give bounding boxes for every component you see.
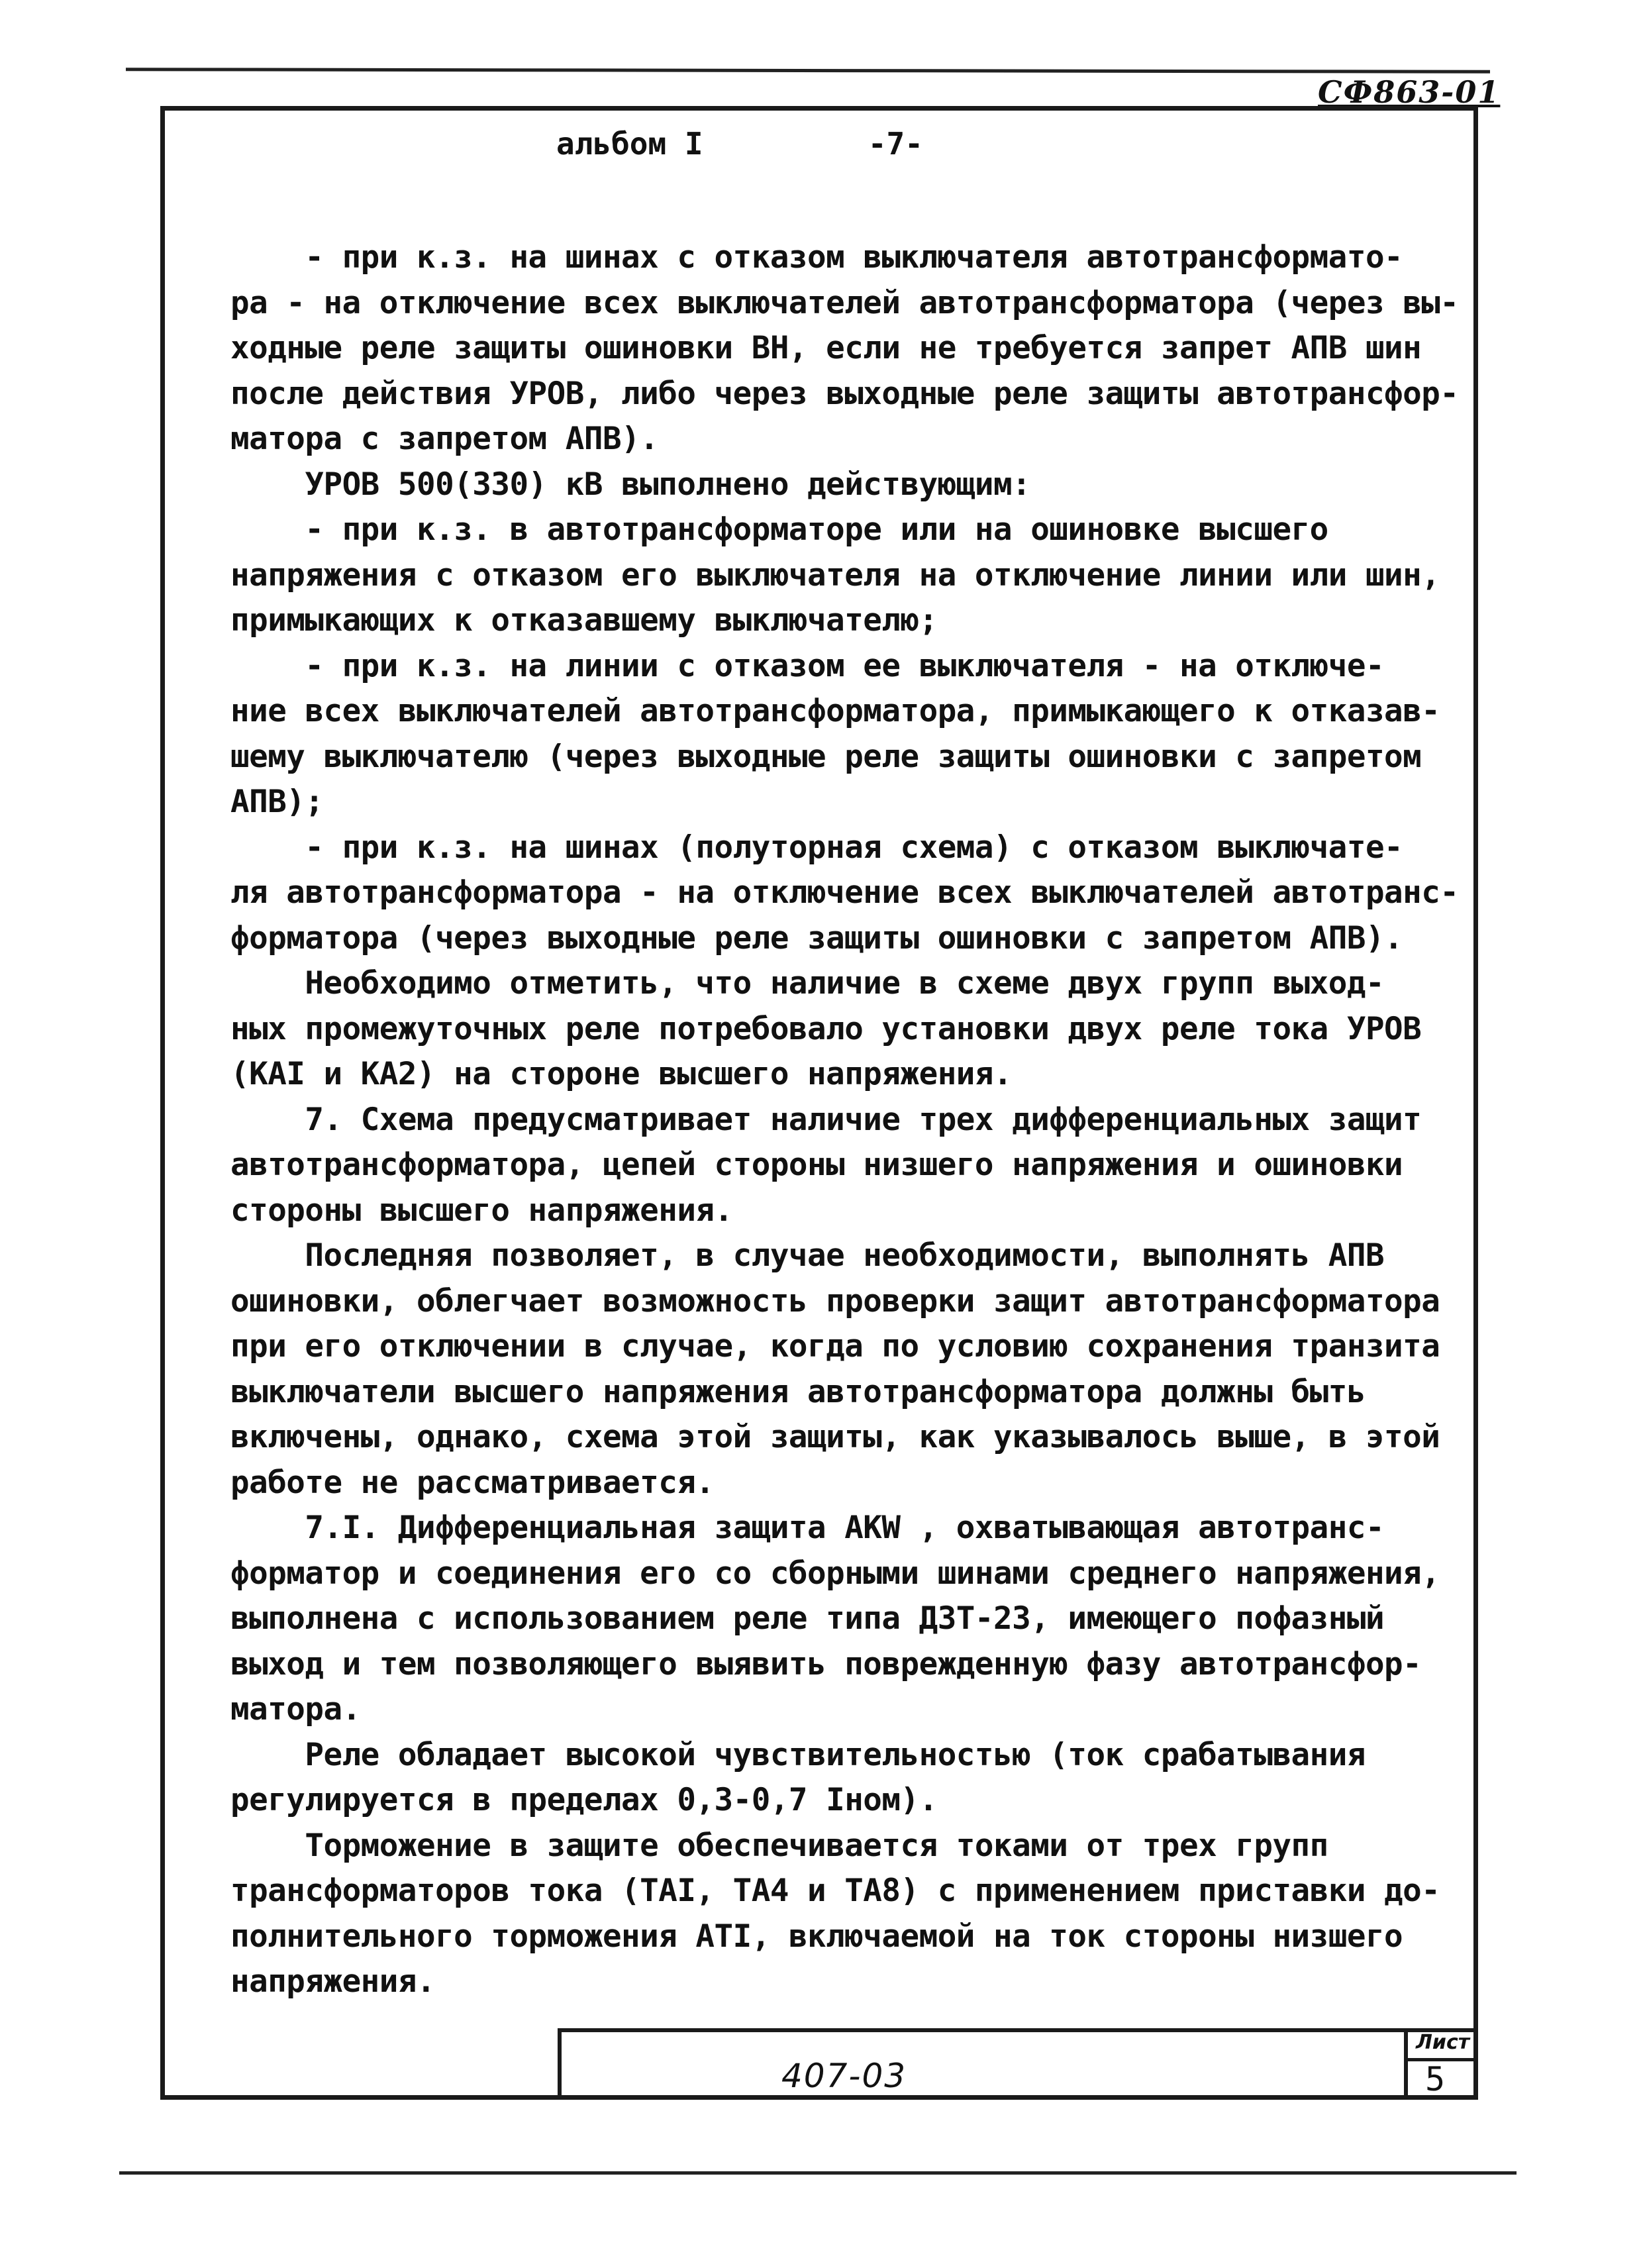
sheet-label: Лист xyxy=(1416,2031,1470,2054)
text-line: шему выключателю (через выходные реле защиты ошиновки с запретом xyxy=(230,738,1422,775)
text-line: примыкающих к отказавшему выключателю; xyxy=(230,602,938,639)
text-line: Необходимо отметить, что наличие в схеме двух групп выход- xyxy=(230,965,1385,1002)
text-line: выход и тем позволяющего выявить поврежденную фазу автотрансфор- xyxy=(230,1645,1422,1682)
scan-edge-top xyxy=(126,68,1490,74)
text-line: ра - на отключение всех выключателей автотрансформатора (через вы- xyxy=(230,284,1459,321)
text-line: ля автотрансформатора - на отключение всех выключателей автотранс- xyxy=(230,874,1459,911)
album-label: альбом I xyxy=(556,126,703,162)
text-line: Торможение в защите обеспечивается токами от трех групп xyxy=(230,1827,1328,1864)
text-line: 7. Схема предусматривает наличие трех дифференциальных защит xyxy=(230,1101,1422,1138)
text-line: Реле обладает высокой чувствительностью (ток срабатывания xyxy=(230,1736,1366,1773)
page-number-header: -7- xyxy=(868,126,923,162)
text-line: ных промежуточных реле потребовало установки двух реле тока УРОВ xyxy=(230,1010,1422,1047)
text-line: форматор и соединения его со сборными шинами среднего напряжения, xyxy=(230,1555,1440,1592)
text-line: включены, однако, схема этой защиты, как указывалось выше, в этой xyxy=(230,1419,1440,1455)
text-line: форматора (через выходные реле защиты ошиновки с запретом АПВ). xyxy=(230,919,1403,956)
scan-edge-bottom xyxy=(119,2171,1517,2175)
text-line: стороны высшего напряжения. xyxy=(230,1192,733,1229)
text-line: матора с запретом АПВ). xyxy=(230,421,659,457)
text-line: (КАI и КА2) на стороне высшего напряжения. xyxy=(230,1056,1013,1092)
text-line: ние всех выключателей автотрансформатора, примыкающего к отказав- xyxy=(230,693,1440,729)
document-code: 407-03 xyxy=(781,2057,907,2095)
text-line: напряжения. xyxy=(230,1963,436,2000)
page-header xyxy=(556,126,923,162)
sheet-number: 5 xyxy=(1425,2060,1446,2098)
text-line: автотрансформатора, цепей стороны низшего напряжения и ошиновки xyxy=(230,1147,1403,1183)
text-line: ходные реле защиты ошиновки ВН, если не требуется запрет АПВ шин xyxy=(230,330,1422,366)
text-line: - при к.з. на шинах (полуторная схема) с отказом выключате- xyxy=(230,829,1403,866)
archive-code: СФ863-01 xyxy=(1318,74,1501,110)
text-line: выполнена с использованием реле типа ДЗТ-23, имеющего пофазный xyxy=(230,1600,1385,1637)
text-line: - при к.з. в автотрансформаторе или на ошиновке высшего xyxy=(230,511,1328,548)
text-line: при его отключении в случае, когда по условию сохранения транзита xyxy=(230,1328,1440,1365)
text-line: матора. xyxy=(230,1691,361,1727)
text-line: АПВ); xyxy=(230,784,324,820)
text-line: 7.I. Дифференциальная защита AKW , охватывающая автотранс- xyxy=(230,1510,1385,1546)
text-line: Последняя позволяет, в случае необходимости, выполнять АПВ xyxy=(230,1237,1385,1274)
body-text xyxy=(230,235,1459,2005)
text-line: выключатели высшего напряжения автотрансформатора должны быть xyxy=(230,1373,1366,1410)
text-line: после действия УРОВ, либо через выходные реле защиты автотрансфор- xyxy=(230,375,1459,412)
text-line: трансформаторов тока (ТАI, ТА4 и ТА8) с применением приставки до- xyxy=(230,1873,1440,1909)
text-line: - при к.з. на линии с отказом ее выключателя - на отключе- xyxy=(230,647,1385,684)
text-line: УРОВ 500(330) кВ выполнено действующим: xyxy=(230,466,1031,503)
text-line: ошиновки, облегчает возможность проверки защит автотрансформатора xyxy=(230,1282,1440,1319)
text-line: полнительного торможения АТI, включаемой на ток стороны низшего xyxy=(230,1918,1403,1955)
title-block xyxy=(558,2028,1478,2100)
text-line: регулируется в пределах 0,3-0,7 Iном). xyxy=(230,1782,938,1818)
text-line: напряжения с отказом его выключателя на отключение линии или шин, xyxy=(230,556,1440,593)
text-line: - при к.з. на шинах с отказом выключателя автотрансформато- xyxy=(230,239,1403,276)
text-line: работе не рассматривается. xyxy=(230,1464,715,1501)
